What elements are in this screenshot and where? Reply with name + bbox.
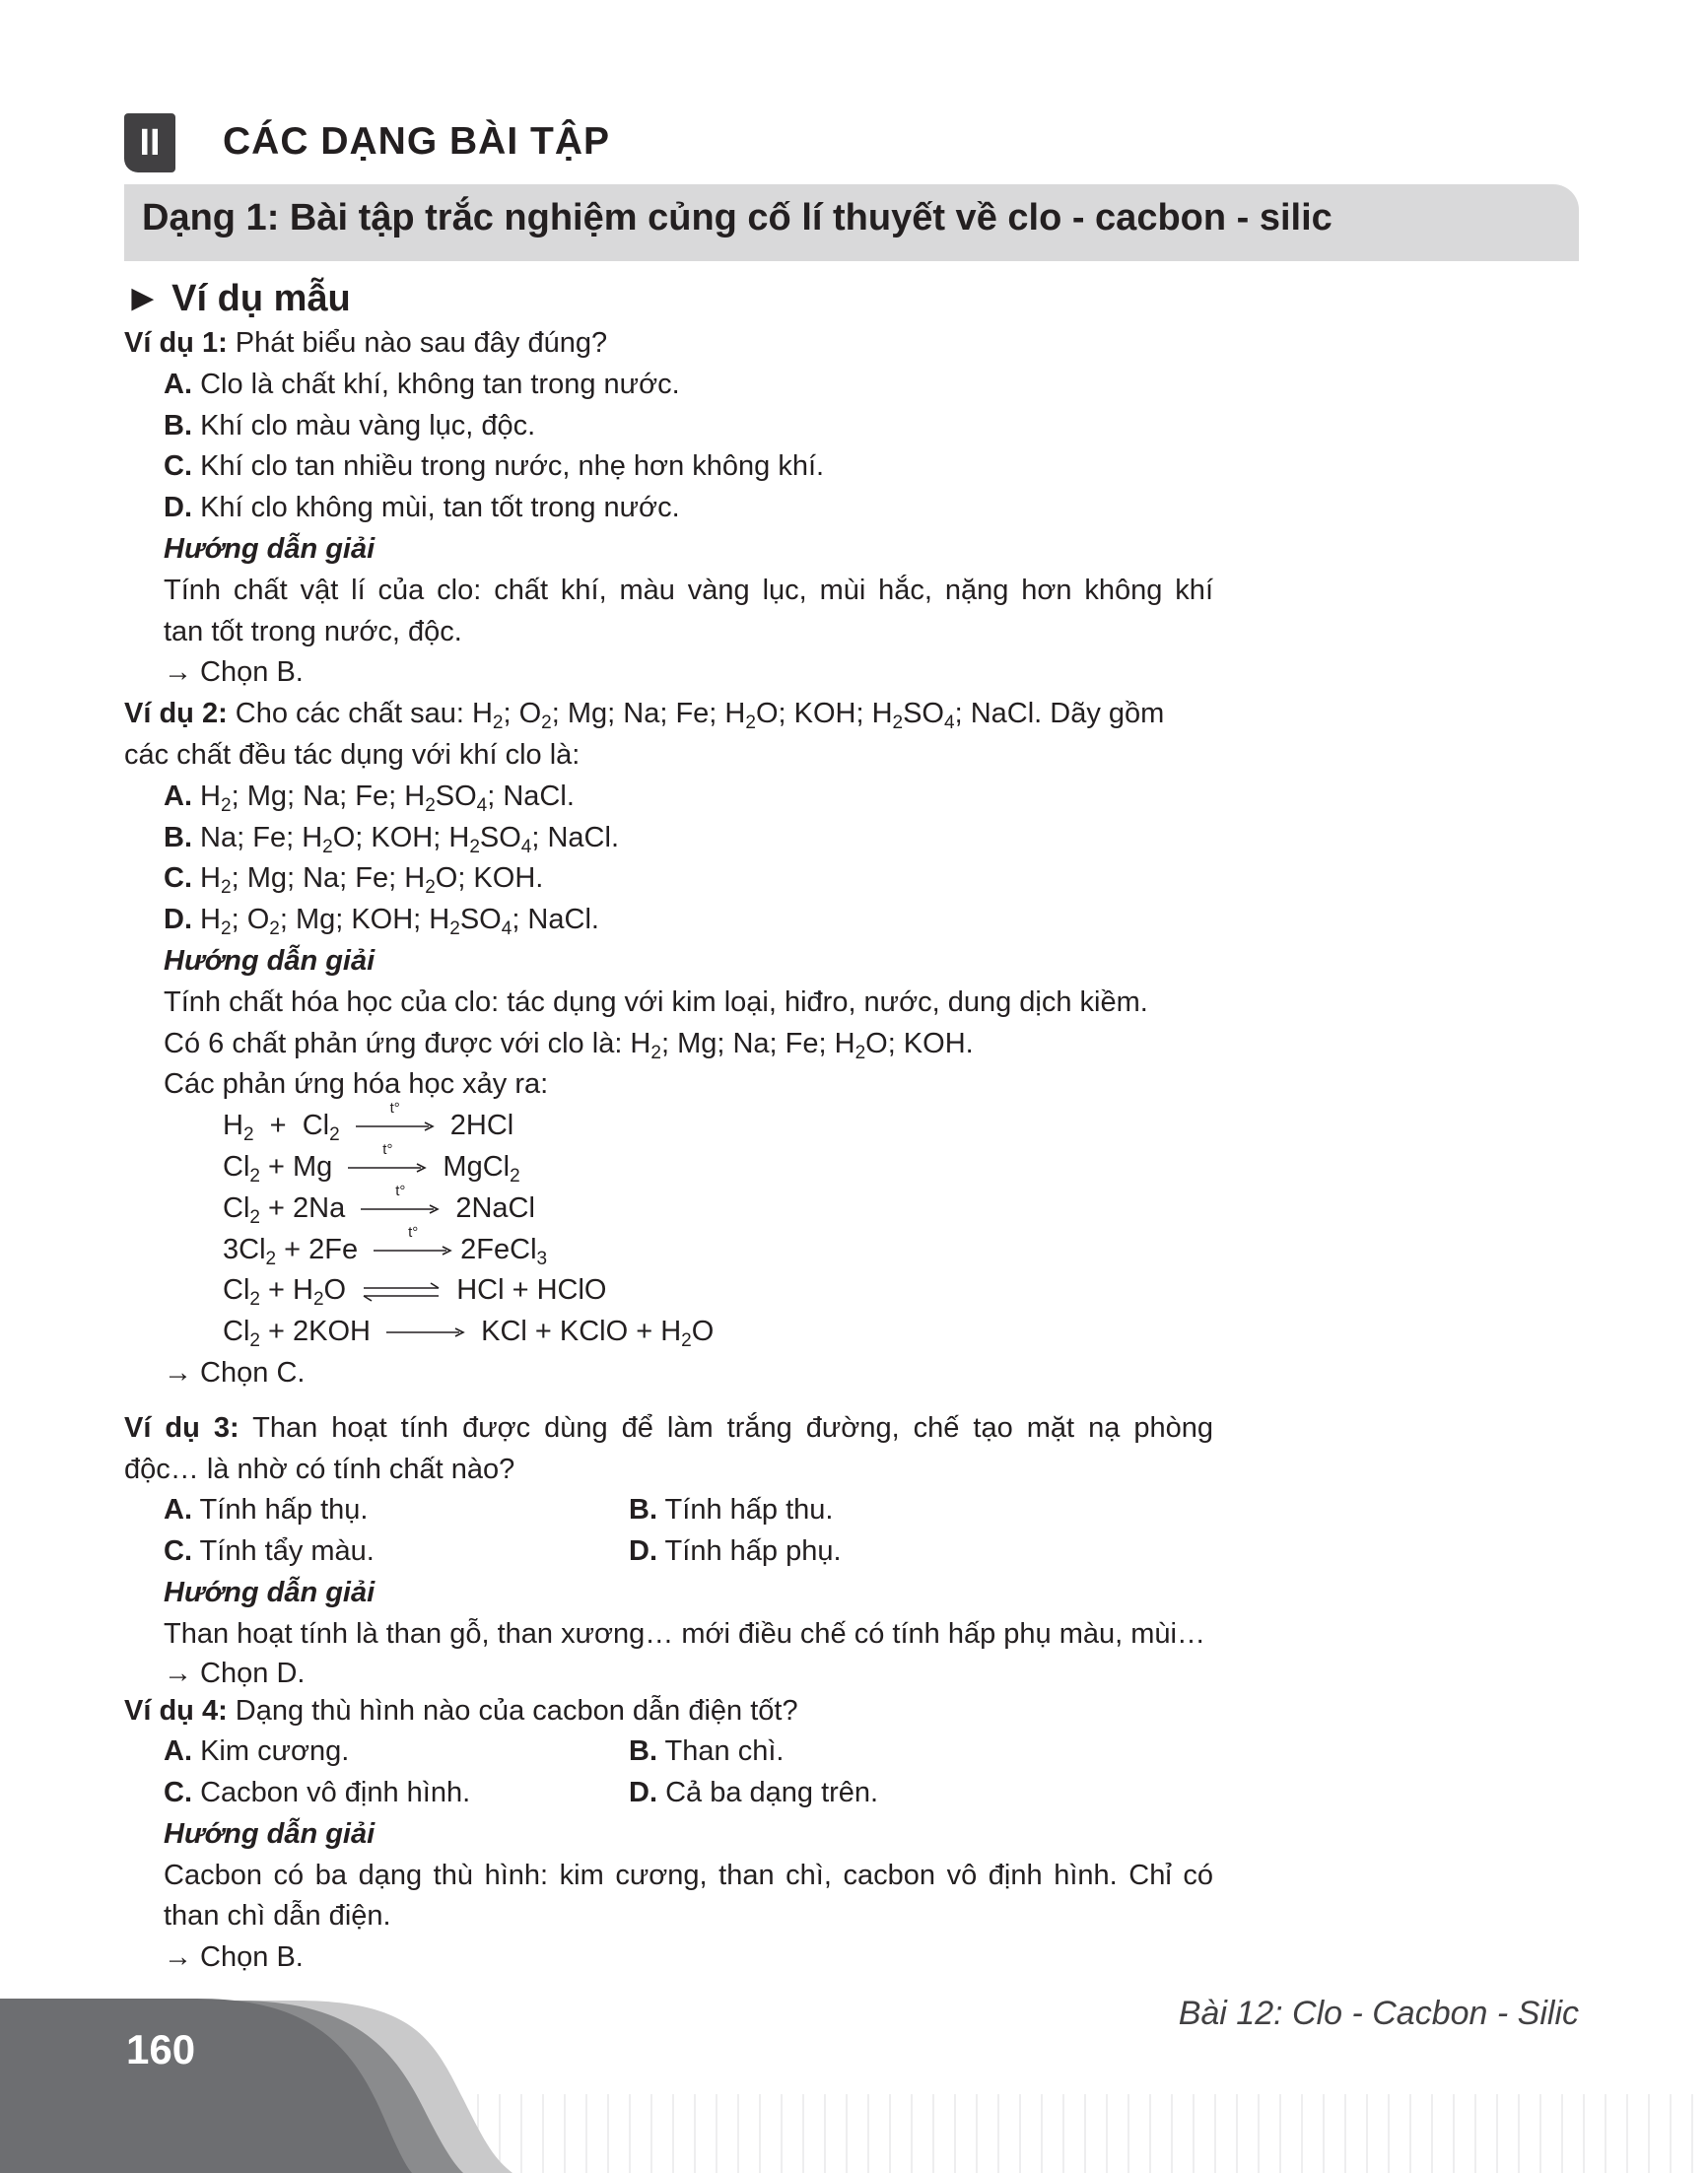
ex4-options-row bbox=[124, 1732, 1213, 1773]
ex2-question-line: các chất đều tác dụng với khí clo là: bbox=[124, 738, 581, 771]
section-title: CÁC DẠNG BÀI TẬP bbox=[223, 120, 610, 163]
ex1-answer: → Chọn B. bbox=[164, 656, 304, 689]
ex3-question: Ví dụ 3: Than hoạt tính được dùng để làm trắng đường, chế tạo mặt nạ phòng bbox=[124, 1411, 1213, 1444]
section-number-badge: II bbox=[124, 113, 175, 172]
reaction-equation: $Cl_2 + 2Na$ t° 2NaCl bbox=[223, 1183, 535, 1228]
ex3-option-d: D. Tính hấp phụ. bbox=[629, 1535, 842, 1568]
ex4-option-d: D. Cả ba dạng trên. bbox=[629, 1777, 879, 1809]
ex2-question: Ví dụ 2: Cho các chất sau: $H_2$; $O_2$; Mg; Na; Fe; $H_2O$; KOH; $H_2SO_4$; NaCl. Dãy gồm bbox=[124, 698, 1165, 734]
reaction-equation: $Cl_2 + H_2O$ HCl + HClO bbox=[223, 1274, 607, 1311]
ex3-solution-line: Than hoạt tính là than gỗ, than xương… mới điều chế có tính hấp phụ màu, mùi… bbox=[164, 1617, 1205, 1650]
ex3-option-a: A. Tính hấp thụ. bbox=[164, 1494, 369, 1527]
examples-content bbox=[124, 323, 1213, 1979]
examples-heading: ► Ví dụ mẫu bbox=[124, 278, 351, 319]
dang-title: Dạng 1: Bài tập trắc nghiệm củng cố lí thuyết về clo - cacbon - silic bbox=[142, 197, 1332, 238]
ex2-option-c: C. $H_2$; Mg; Na; Fe; $H_2O$; KOH. bbox=[164, 862, 544, 899]
ex2-solution-line: Tính chất hóa học của clo: tác dụng với kim loại, hiđro, nước, dung dịch kiềm. bbox=[164, 985, 1148, 1018]
ex3-options-row bbox=[124, 1490, 1213, 1531]
ex3-answer: → Chọn D. bbox=[164, 1657, 306, 1689]
reaction-arrow-icon bbox=[386, 1321, 465, 1344]
ex2-option-a: A. $H_2$; Mg; Na; Fe; $H_2SO_4$; NaCl. bbox=[164, 780, 575, 816]
ex1-option-a: A. Clo là chất khí, không tan trong nước. bbox=[164, 368, 680, 400]
ex1-solution-line: Tính chất vật lí của clo: chất khí, màu vàng lục, mùi hắc, nặng hơn không khí bbox=[164, 574, 1213, 606]
reaction-equation: $Cl_2 + Mg$ t° MgCl$_2$ bbox=[223, 1141, 520, 1187]
ex3-option-c: C. Tính tẩy màu. bbox=[164, 1535, 375, 1568]
ex1-question: Ví dụ 1: Phát biểu nào sau đây đúng? bbox=[124, 327, 608, 359]
chapter-title: Bài 12: Clo - Cacbon - Silic bbox=[1178, 1995, 1579, 2032]
ex4-question: Ví dụ 4: Dạng thù hình nào của cacbon dẫn điện tốt? bbox=[124, 1694, 798, 1727]
ex1-option-c: C. Khí clo tan nhiều trong nước, nhẹ hơn không khí. bbox=[164, 450, 825, 483]
ex4-answer: → Chọn B. bbox=[164, 1941, 304, 1974]
reaction-equation: $3Cl_2 + 2Fe$ t° 2FeCl$_3$ bbox=[223, 1223, 548, 1269]
heat-arrow-icon: t° bbox=[348, 1156, 427, 1180]
ex2-option-b: B. Na; Fe; $H_2O$; KOH; $H_2SO_4$; NaCl. bbox=[164, 821, 620, 857]
ex4-option-c: C. Cacbon vô định hình. bbox=[164, 1777, 471, 1809]
ex4-guide-label: Hướng dẫn giải bbox=[164, 1817, 376, 1850]
ex3-option-b: B. Tính hấp thu. bbox=[629, 1494, 834, 1527]
ex1-option-b: B. Khí clo màu vàng lục, độc. bbox=[164, 409, 536, 441]
ex2-answer: → Chọn C. bbox=[164, 1356, 306, 1389]
ex4-option-a: A. Kim cương. bbox=[164, 1735, 350, 1768]
ex4-solution-line: Cacbon có ba dạng thù hình: kim cương, than chì, cacbon vô định hình. Chỉ có bbox=[164, 1859, 1213, 1891]
ex4-option-b: B. Than chì. bbox=[629, 1735, 785, 1768]
ex1-solution-line: tan tốt trong nước, độc. bbox=[164, 615, 462, 647]
ex3-question-line: độc… là nhờ có tính chất nào? bbox=[124, 1453, 515, 1485]
ex2-guide-label: Hướng dẫn giải bbox=[164, 944, 376, 977]
ex3-guide-label: Hướng dẫn giải bbox=[164, 1576, 376, 1608]
ex2-solution-line: Có 6 chất phản ứng được với clo là: $H_2$; Mg; Na; Fe; $H_2O$; KOH. bbox=[164, 1027, 974, 1063]
equilibrium-arrow-icon bbox=[362, 1280, 441, 1304]
ex4-solution-line: than chì dẫn điện. bbox=[164, 1900, 391, 1933]
page-number: 160 bbox=[126, 2026, 196, 2072]
heat-arrow-icon: t° bbox=[356, 1115, 435, 1138]
reaction-equation: $H_2 + Cl_2$ t° 2HCl bbox=[223, 1100, 514, 1146]
ex1-guide-label: Hướng dẫn giải bbox=[164, 532, 376, 565]
heat-arrow-icon: t° bbox=[361, 1197, 440, 1221]
heat-arrow-icon: t° bbox=[374, 1239, 452, 1262]
ex1-option-d: D. Khí clo không mùi, tan tốt trong nước. bbox=[164, 492, 680, 524]
reaction-equation: $Cl_2 + 2KOH$ KCl + KClO + $H_2O$ bbox=[223, 1316, 715, 1352]
ex2-option-d: D. $H_2$; $O_2$; Mg; KOH; $H_2SO_4$; NaCl. bbox=[164, 904, 599, 940]
ex4-options-row bbox=[124, 1773, 1213, 1814]
ex2-reactions-intro: Các phản ứng hóa học xảy ra: bbox=[164, 1068, 549, 1101]
ex3-options-row bbox=[124, 1531, 1213, 1573]
